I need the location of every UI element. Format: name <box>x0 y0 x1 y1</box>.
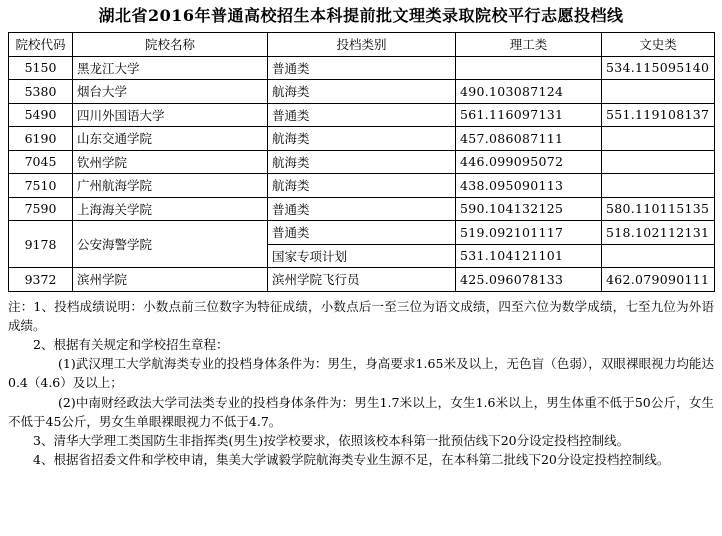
note-4: 4、根据省招委文件和学校申请，集美大学诚毅学院航海类专业生源不足，在本科第二批线下20分设定投档控制线。 <box>33 452 670 468</box>
science-score-cell <box>456 56 602 80</box>
note-2: 2、根据有关规定和学校招生章程： <box>33 336 229 352</box>
note-3: 3、清华大学理工类国防生非指挥类(男生)按学校要求，依照该校本科第一批预估线下20分设定投档控制线。 <box>33 432 630 448</box>
table-row <box>9 127 715 151</box>
science-score-cell: 490.103087124 <box>456 80 602 104</box>
school-name-cell: 黑龙江大学 <box>73 56 268 80</box>
arts-score-cell: 534.115095140 <box>602 56 715 80</box>
arts-score-cell <box>602 174 715 198</box>
arts-score-cell: 462.079090111 <box>602 268 715 292</box>
school-code-cell: 5150 <box>9 56 73 80</box>
arts-score-cell <box>602 80 715 104</box>
notes-section <box>8 297 714 470</box>
school-code-cell: 6190 <box>9 127 73 151</box>
table-row <box>9 80 715 104</box>
school-name-cell: 四川外国语大学 <box>73 103 268 127</box>
table-row <box>9 150 715 174</box>
arts-score-cell <box>602 244 715 268</box>
arts-score-cell <box>602 127 715 151</box>
category-cell: 普通类 <box>268 197 456 221</box>
category-cell: 航海类 <box>268 127 456 151</box>
school-code-cell: 7510 <box>9 174 73 198</box>
category-cell: 航海类 <box>268 174 456 198</box>
science-score-cell: 425.096078133 <box>456 268 602 292</box>
admission-score-table <box>8 32 715 292</box>
arts-score-cell: 580.110115135 <box>602 197 715 221</box>
table-row <box>9 56 715 80</box>
school-code-cell: 5380 <box>9 80 73 104</box>
school-name-cell: 广州航海学院 <box>73 174 268 198</box>
school-name-cell: 山东交通学院 <box>73 127 268 151</box>
header-science: 理工类 <box>456 33 602 57</box>
science-score-cell: 519.092101117 <box>456 221 602 245</box>
school-name-cell: 钦州学院 <box>73 150 268 174</box>
note-2-item-2: (2)中南财经政法大学司法类专业的投档身体条件为：男生1.7米以上，女生1.6米以上，男生体重不低于50公斤，女生不低于45公斤，男女生单眼裸眼视力不低于4.7。 <box>8 394 714 429</box>
science-score-cell: 457.086087111 <box>456 127 602 151</box>
science-score-cell: 531.104121101 <box>456 244 602 268</box>
science-score-cell: 561.116097131 <box>456 103 602 127</box>
category-cell: 航海类 <box>268 80 456 104</box>
school-code-cell: 9372 <box>9 268 73 292</box>
header-category: 投档类别 <box>268 33 456 57</box>
school-code-cell: 5490 <box>9 103 73 127</box>
header-arts: 文史类 <box>602 33 715 57</box>
note-1: 注：1、投档成绩说明：小数点前三位数字为特征成绩，小数点后一至三位为语文成绩，四至六位为数学成绩，七至九位为外语成绩。 <box>8 298 714 333</box>
category-cell: 普通类 <box>268 56 456 80</box>
page-title: 湖北省2016年普通高校招生本科提前批文理类录取院校平行志愿投档线 <box>98 6 624 25</box>
category-cell: 普通类 <box>268 103 456 127</box>
note-2-item-1: (1)武汉理工大学航海类专业的投档身体条件为：男生，身高要求1.65米及以上，无色盲（色弱），双眼裸眼视力均能达0.4（4.6）及以上； <box>8 356 714 391</box>
school-code-cell: 9178 <box>9 221 73 268</box>
table-row <box>9 197 715 221</box>
table-row <box>9 268 715 292</box>
school-name-cell: 烟台大学 <box>73 80 268 104</box>
category-cell: 国家专项计划 <box>268 244 456 268</box>
table-row <box>9 103 715 127</box>
table-header-row <box>9 33 715 57</box>
header-school-name: 院校名称 <box>73 33 268 57</box>
school-name-cell: 上海海关学院 <box>73 197 268 221</box>
category-cell: 滨州学院飞行员 <box>268 268 456 292</box>
header-school-code: 院校代码 <box>9 33 73 57</box>
table-row <box>9 221 715 245</box>
arts-score-cell <box>602 150 715 174</box>
science-score-cell: 438.095090113 <box>456 174 602 198</box>
category-cell: 普通类 <box>268 221 456 245</box>
arts-score-cell: 551.119108137 <box>602 103 715 127</box>
school-code-cell: 7045 <box>9 150 73 174</box>
school-name-cell: 公安海警学院 <box>73 221 268 268</box>
category-cell: 航海类 <box>268 150 456 174</box>
science-score-cell: 446.099095072 <box>456 150 602 174</box>
arts-score-cell: 518.102112131 <box>602 221 715 245</box>
school-name-cell: 滨州学院 <box>73 268 268 292</box>
school-code-cell: 7590 <box>9 197 73 221</box>
science-score-cell: 590.104132125 <box>456 197 602 221</box>
table-row <box>9 174 715 198</box>
